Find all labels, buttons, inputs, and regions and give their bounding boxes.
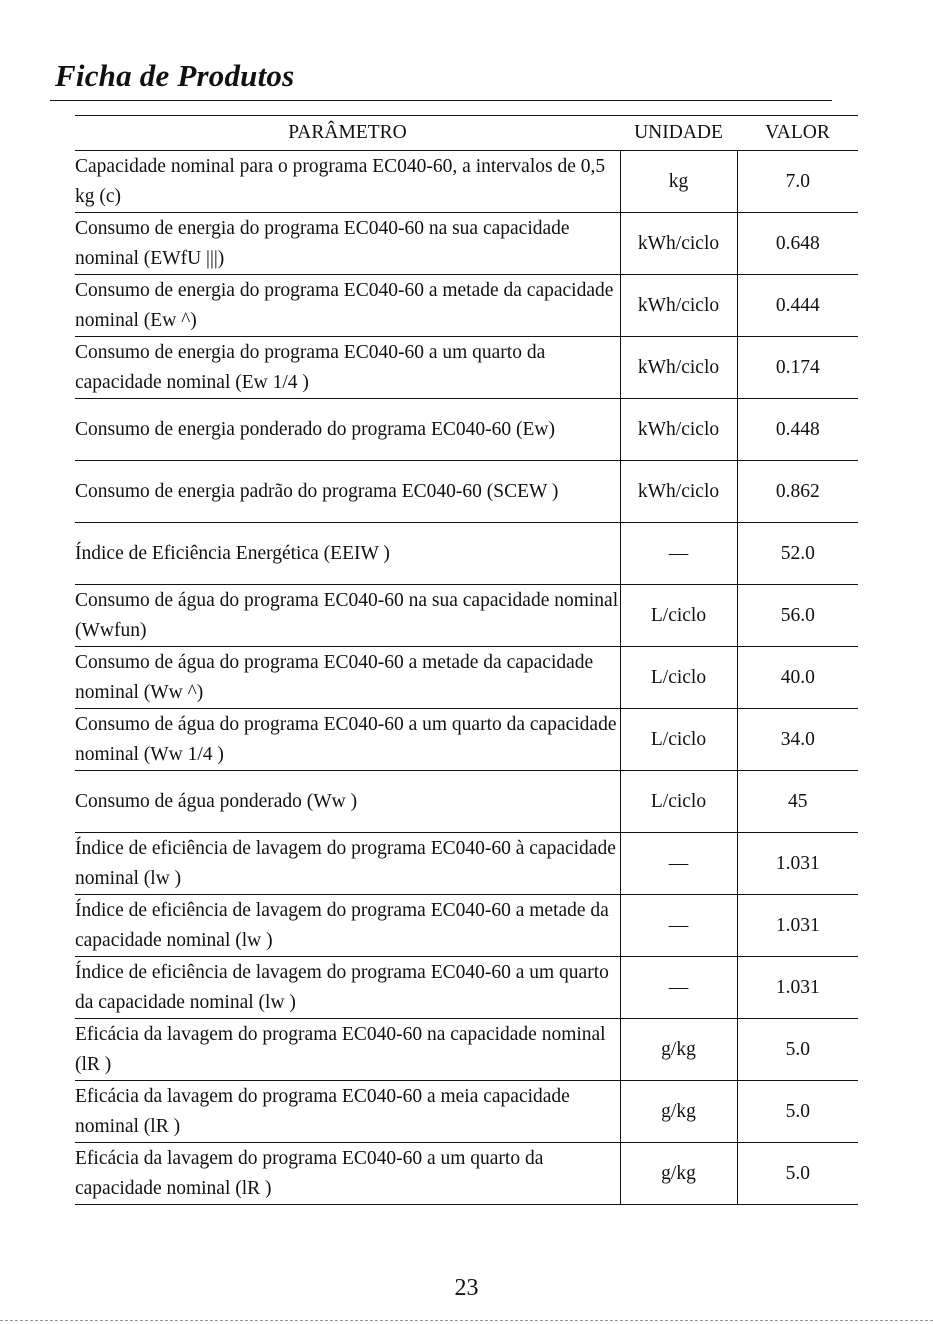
row-parameter: Consumo de água do programa EC040-60 a um quarto da capacidade nominal (Ww 1/4 ) — [75, 709, 620, 771]
table-row — [75, 647, 858, 709]
row-parameter: Eficácia da lavagem do programa EC040-60 a meia capacidade nominal (lR ) — [75, 1081, 620, 1143]
header-parameter: PARÂMETRO — [75, 116, 620, 151]
table-row — [75, 1081, 858, 1143]
header-value: VALOR — [737, 116, 858, 151]
row-unit: kg — [620, 151, 737, 213]
row-value: 7.0 — [737, 151, 858, 213]
row-parameter: Consumo de energia padrão do programa EC040-60 (SCEW ) — [75, 461, 620, 523]
row-unit: L/ciclo — [620, 771, 737, 833]
row-parameter: Eficácia da lavagem do programa EC040-60 na capacidade nominal (lR ) — [75, 1019, 620, 1081]
row-unit: kWh/ciclo — [620, 275, 737, 337]
row-value: 40.0 — [737, 647, 858, 709]
row-value: 5.0 — [737, 1081, 858, 1143]
row-parameter: Consumo de energia do programa EC040-60 a metade da capacidade nominal (Ew ^) — [75, 275, 620, 337]
row-value: 0.444 — [737, 275, 858, 337]
row-unit: kWh/ciclo — [620, 399, 737, 461]
row-parameter: Índice de eficiência de lavagem do programa EC040-60 à capacidade nominal (lw ) — [75, 833, 620, 895]
row-unit: kWh/ciclo — [620, 461, 737, 523]
row-unit: — — [620, 957, 737, 1019]
row-value: 1.031 — [737, 957, 858, 1019]
row-value: 0.174 — [737, 337, 858, 399]
table-row — [75, 771, 858, 833]
row-unit: — — [620, 895, 737, 957]
table-row — [75, 275, 858, 337]
row-value: 45 — [737, 771, 858, 833]
title-underline — [50, 100, 832, 101]
table-row — [75, 709, 858, 771]
row-value: 1.031 — [737, 833, 858, 895]
table-row — [75, 1019, 858, 1081]
row-parameter: Índice de eficiência de lavagem do programa EC040-60 a metade da capacidade nominal (lw ) — [75, 895, 620, 957]
row-unit: L/ciclo — [620, 647, 737, 709]
page-title: Ficha de Produtos — [55, 58, 295, 93]
table-row — [75, 833, 858, 895]
table-row — [75, 151, 858, 213]
bottom-divider — [0, 1320, 933, 1321]
row-parameter: Eficácia da lavagem do programa EC040-60 a um quarto da capacidade nominal (lR ) — [75, 1143, 620, 1205]
row-unit: kWh/ciclo — [620, 337, 737, 399]
page-number: 23 — [454, 1275, 479, 1301]
row-value: 1.031 — [737, 895, 858, 957]
header-unit: UNIDADE — [620, 116, 737, 151]
row-value: 56.0 — [737, 585, 858, 647]
row-unit: g/kg — [620, 1143, 737, 1205]
row-value: 0.448 — [737, 399, 858, 461]
table-row — [75, 585, 858, 647]
table-row — [75, 895, 858, 957]
row-parameter: Consumo de energia do programa EC040-60 na sua capacidade nominal (EWfU |||) — [75, 213, 620, 275]
table-row — [75, 213, 858, 275]
row-value: 0.862 — [737, 461, 858, 523]
row-value: 5.0 — [737, 1019, 858, 1081]
table-header-row — [75, 116, 858, 151]
table-row — [75, 523, 858, 585]
table-row — [75, 1143, 858, 1205]
row-value: 5.0 — [737, 1143, 858, 1205]
row-parameter: Consumo de energia ponderado do programa EC040-60 (Ew) — [75, 399, 620, 461]
row-parameter: Consumo de água do programa EC040-60 a metade da capacidade nominal (Ww ^) — [75, 647, 620, 709]
row-unit: L/ciclo — [620, 585, 737, 647]
row-parameter: Consumo de energia do programa EC040-60 a um quarto da capacidade nominal (Ew 1/4 ) — [75, 337, 620, 399]
row-unit: g/kg — [620, 1019, 737, 1081]
row-unit: L/ciclo — [620, 709, 737, 771]
row-parameter: Capacidade nominal para o programa EC040-60, a intervalos de 0,5 kg (c) — [75, 151, 620, 213]
row-value: 0.648 — [737, 213, 858, 275]
row-parameter: Índice de eficiência de lavagem do programa EC040-60 a um quarto da capacidade nominal (lw ) — [75, 957, 620, 1019]
table-row — [75, 957, 858, 1019]
table-row — [75, 399, 858, 461]
row-parameter: Consumo de água ponderado (Ww ) — [75, 771, 620, 833]
row-unit: — — [620, 523, 737, 585]
row-value: 34.0 — [737, 709, 858, 771]
row-parameter: Consumo de água do programa EC040-60 na sua capacidade nominal (Wwfun) — [75, 585, 620, 647]
row-unit: g/kg — [620, 1081, 737, 1143]
row-unit: — — [620, 833, 737, 895]
table-row — [75, 337, 858, 399]
table-row — [75, 461, 858, 523]
product-sheet-table — [75, 115, 858, 1205]
row-value: 52.0 — [737, 523, 858, 585]
row-parameter: Índice de Eficiência Energética (EEIW ) — [75, 523, 620, 585]
row-unit: kWh/ciclo — [620, 213, 737, 275]
